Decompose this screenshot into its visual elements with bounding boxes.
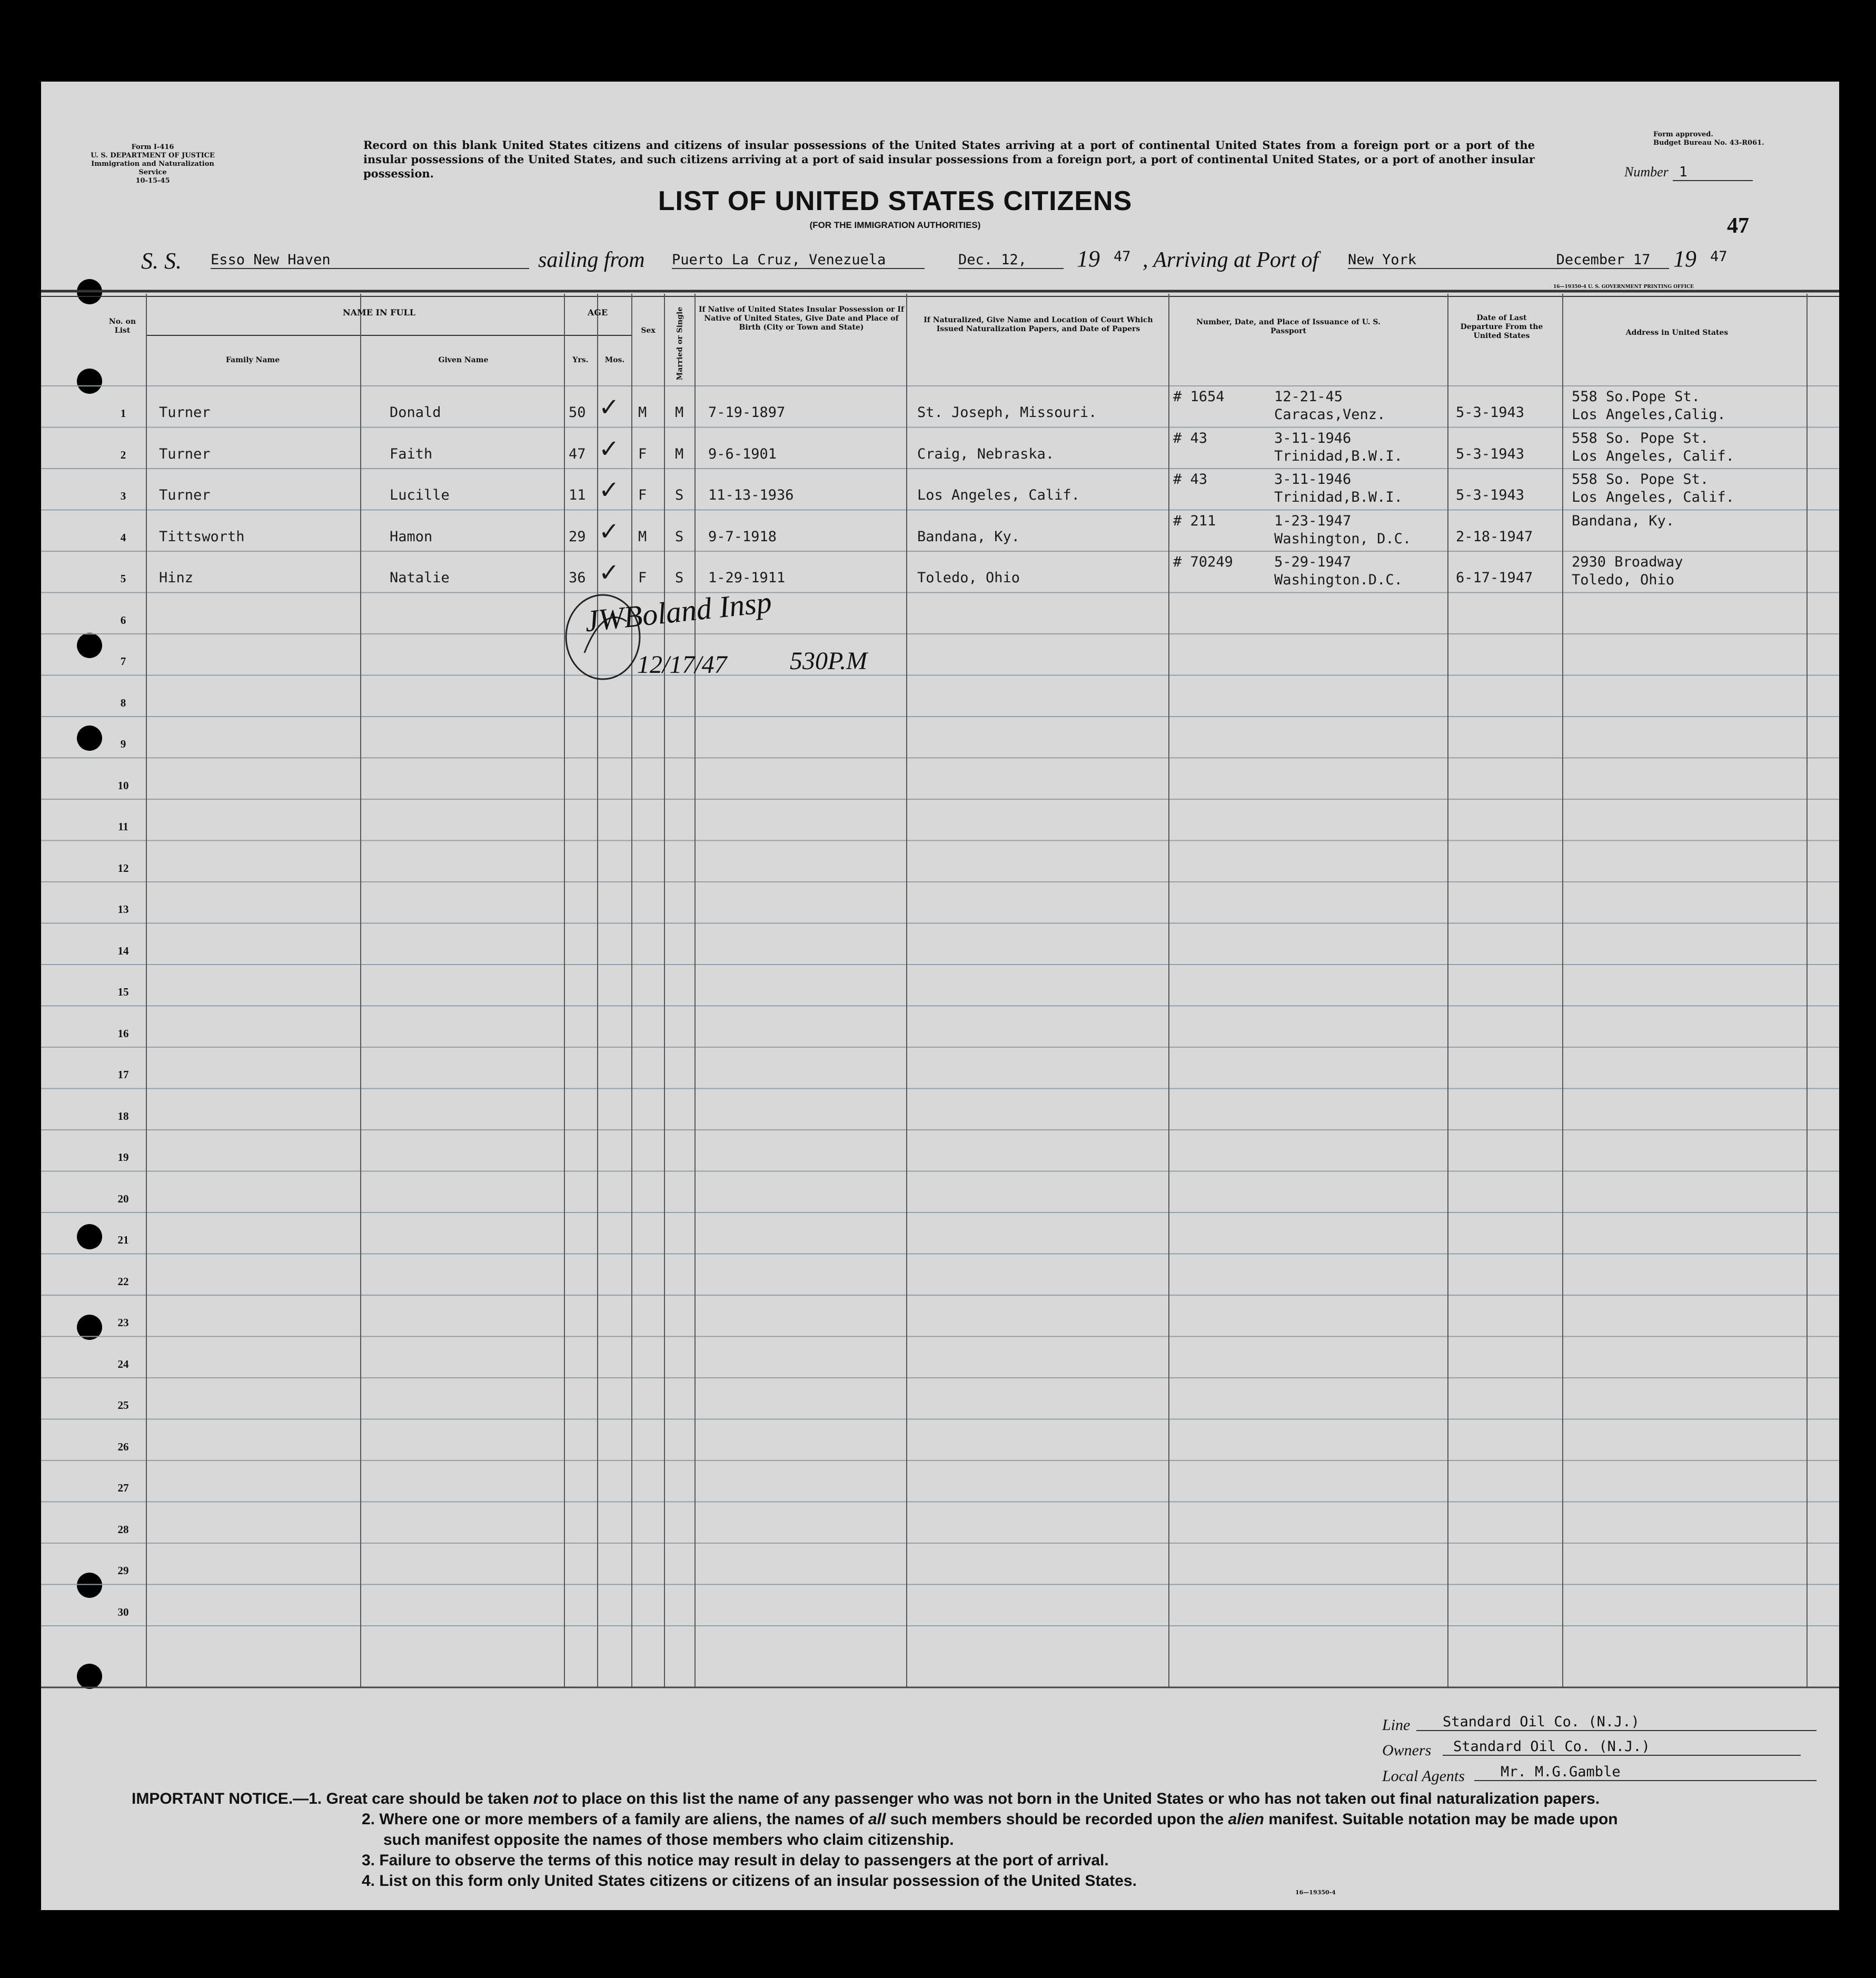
inspection-date: 12/17/47 bbox=[637, 651, 727, 679]
col-passport: Number, Date, and Place of Issuance of U. S. Passport bbox=[1196, 318, 1381, 335]
notice-1 bbox=[309, 1790, 1600, 1807]
col-no-on-list: No. on List bbox=[108, 317, 136, 335]
row-number: 9 bbox=[120, 738, 126, 750]
sex: F bbox=[638, 445, 647, 462]
marital-status: M bbox=[675, 404, 684, 421]
line-label: Line bbox=[1382, 1716, 1411, 1734]
row-number: 7 bbox=[120, 655, 126, 668]
passport-number: # 43 bbox=[1173, 471, 1208, 488]
family-name: Turner bbox=[159, 445, 211, 462]
row-number: 18 bbox=[117, 1109, 129, 1122]
row-number: 20 bbox=[117, 1192, 129, 1205]
address-line-2: Los Angeles, Calif. bbox=[1572, 448, 1734, 464]
address-line-1: 558 So. Pope St. bbox=[1572, 471, 1709, 488]
row-number: 14 bbox=[117, 944, 129, 957]
row-number: 3 bbox=[120, 490, 126, 502]
row-number: 6 bbox=[120, 613, 126, 627]
departure-date: 2-18-1947 bbox=[1456, 528, 1533, 545]
row-number: 8 bbox=[120, 696, 126, 709]
marital-status: M bbox=[675, 445, 684, 462]
col-married-single: Married or Single bbox=[676, 306, 684, 381]
agents-label: Local Agents bbox=[1382, 1767, 1465, 1785]
marital-status: S bbox=[675, 570, 684, 586]
passport-place: Washington.D.C. bbox=[1274, 572, 1403, 588]
age-years: 11 bbox=[569, 487, 586, 503]
important-notice bbox=[132, 1788, 1790, 1891]
address-line-2: Toledo, Ohio bbox=[1572, 572, 1675, 588]
row-number: 26 bbox=[117, 1440, 129, 1453]
passport-place: Trinidad,B.W.I. bbox=[1274, 489, 1403, 505]
row-number: 1 bbox=[120, 407, 126, 420]
arrival-date: December 17 bbox=[1537, 252, 1669, 269]
family-name: Hinz bbox=[159, 570, 194, 586]
notice-2-cont: such manifest opposite the names of those members who claim citizenship. bbox=[383, 1831, 954, 1848]
marital-status: S bbox=[675, 528, 684, 545]
row-number: 12 bbox=[117, 861, 129, 874]
notice-emphasis: alien bbox=[1228, 1811, 1264, 1828]
owners-label: Owners bbox=[1382, 1742, 1432, 1759]
notice-4: 4. List on this form only United States citizens or citizens of an insular possession of the United States. bbox=[362, 1872, 1137, 1890]
age-months-check: ✓ bbox=[600, 390, 618, 423]
notice-heading: IMPORTANT NOTICE.— bbox=[132, 1790, 309, 1807]
notice-2 bbox=[132, 1809, 1790, 1830]
col-departure: Date of Last Departure From the United States bbox=[1460, 314, 1543, 340]
col-yrs: Yrs. bbox=[572, 356, 589, 364]
departure-date: 6-17-1947 bbox=[1456, 570, 1533, 586]
form-number: Form I-416 bbox=[131, 143, 174, 151]
birth-place: St. Joseph, Missouri. bbox=[917, 404, 1097, 421]
sailing-date: Dec. 12, bbox=[958, 252, 1064, 269]
age-years: 36 bbox=[569, 570, 586, 586]
row-number: 29 bbox=[117, 1564, 129, 1577]
notice-text: 1. Great care should be taken bbox=[309, 1790, 533, 1807]
row-number: 27 bbox=[117, 1482, 129, 1494]
notice-text: to place on this list the name of any passenger who was not born in the United States or who has not taken out final naturalization papers. bbox=[558, 1790, 1600, 1807]
sailing-label: sailing from bbox=[538, 248, 645, 272]
arrival-port: New York bbox=[1348, 252, 1653, 269]
row-number: 21 bbox=[117, 1234, 129, 1246]
passport-place: Washington, D.C. bbox=[1274, 530, 1412, 547]
departure-date: 5-3-1943 bbox=[1456, 404, 1525, 421]
row-number: 13 bbox=[117, 903, 129, 916]
age-years: 29 bbox=[569, 528, 586, 545]
row-number: 5 bbox=[120, 572, 126, 585]
inspector-signature: JWBoland Insp bbox=[583, 584, 773, 639]
service-name: Immigration and Naturalization Service bbox=[91, 160, 214, 176]
number-label: Number bbox=[1624, 164, 1669, 180]
birth-date: 11-13-1936 bbox=[708, 487, 794, 503]
marital-status: S bbox=[675, 487, 684, 503]
passport-place: Trinidad,B.W.I. bbox=[1274, 448, 1403, 464]
col-sex: Sex bbox=[641, 326, 656, 335]
number-value: 1 bbox=[1673, 164, 1753, 181]
col-naturalized: If Naturalized, Give Name and Location of Court Which Issued Naturalization Papers, and Date of Papers bbox=[924, 316, 1153, 333]
birth-date: 9-6-1901 bbox=[708, 445, 777, 462]
age-months-check: ✓ bbox=[600, 555, 618, 588]
address-line-2: Los Angeles,Calig. bbox=[1572, 406, 1726, 423]
departure-date: 5-3-1943 bbox=[1456, 445, 1525, 462]
passport-date: 1-23-1947 bbox=[1274, 512, 1352, 529]
departure-date: 5-3-1943 bbox=[1456, 487, 1525, 503]
notice-text: 2. Where one or more members of a family are aliens, the names of bbox=[362, 1811, 868, 1828]
col-family-name: Family Name bbox=[225, 356, 280, 364]
address-line-1: Bandana, Ky. bbox=[1572, 512, 1675, 529]
given-name: Natalie bbox=[390, 570, 450, 586]
age-months-check: ✓ bbox=[600, 431, 618, 464]
notice-emphasis: all bbox=[868, 1811, 886, 1828]
notice-emphasis: not bbox=[533, 1790, 558, 1807]
row-number: 11 bbox=[118, 820, 128, 833]
birth-date: 9-7-1918 bbox=[708, 528, 777, 545]
age-years: 47 bbox=[569, 445, 586, 462]
col-address: Address in United States bbox=[1625, 329, 1729, 337]
sailing-year-prefix: 19 bbox=[1077, 246, 1100, 272]
birth-date: 1-29-1911 bbox=[708, 570, 786, 586]
family-name: Turner bbox=[159, 487, 211, 503]
sex: F bbox=[638, 570, 647, 586]
given-name: Lucille bbox=[390, 487, 450, 503]
row-number: 22 bbox=[117, 1275, 129, 1288]
print-code: 16—19350-4 U. S. GOVERNMENT PRINTING OFFICE bbox=[1553, 284, 1694, 290]
given-name: Donald bbox=[390, 404, 441, 421]
col-given-name: Given Name bbox=[438, 356, 489, 364]
birth-date: 7-19-1897 bbox=[708, 404, 786, 421]
passport-date: 12-21-45 bbox=[1274, 389, 1343, 405]
address-line-2: Los Angeles, Calif. bbox=[1572, 489, 1734, 505]
ship-name: Esso New Haven bbox=[211, 252, 529, 269]
birth-place: Los Angeles, Calif. bbox=[917, 487, 1080, 503]
given-name: Hamon bbox=[390, 528, 433, 545]
page-mark: 47 bbox=[1727, 214, 1749, 238]
address-line-1: 558 So.Pope St. bbox=[1572, 389, 1700, 405]
row-number: 4 bbox=[120, 531, 126, 544]
arriving-label: , Arriving at Port of bbox=[1143, 248, 1319, 272]
row-number: 23 bbox=[117, 1316, 129, 1329]
row-number: 17 bbox=[117, 1068, 129, 1081]
sex: F bbox=[638, 487, 647, 503]
page-title: LIST OF UNITED STATES CITIZENS bbox=[658, 186, 1133, 216]
row-number: 19 bbox=[117, 1151, 129, 1164]
sailing-year: 47 bbox=[1114, 249, 1131, 265]
row-number: 24 bbox=[117, 1357, 129, 1370]
row-number: 30 bbox=[117, 1605, 129, 1618]
line-value: Standard Oil Co. (N.J.) bbox=[1416, 1714, 1817, 1731]
approval-line: Budget Bureau No. 43-R061. bbox=[1653, 139, 1764, 147]
row-number: 28 bbox=[117, 1523, 129, 1536]
passport-number: # 211 bbox=[1173, 512, 1216, 529]
address-line-1: 558 So. Pope St. bbox=[1572, 430, 1709, 446]
birth-place: Bandana, Ky. bbox=[917, 528, 1020, 545]
birth-place: Craig, Nebraska. bbox=[917, 445, 1055, 462]
notice-text: manifest. Suitable notation may be made upon bbox=[1264, 1811, 1618, 1828]
address-line-1: 2930 Broadway bbox=[1572, 554, 1683, 570]
birth-place: Toledo, Ohio bbox=[917, 570, 1020, 586]
bottom-code: 16—19350-4 bbox=[1295, 1889, 1336, 1896]
col-age: AGE bbox=[587, 307, 608, 317]
instructions-text: Record on this blank United States citizens and citizens of insular possessions of the United States arriving at a port of continental United States from a foreign port or a port of the insular possessions of the United States, and such citizens arriving at a port of said insular possessions from a foreign port, a port of continental United States, or a port of another insular possession. bbox=[363, 138, 1535, 180]
age-years: 50 bbox=[569, 404, 586, 421]
row-number: 10 bbox=[117, 779, 129, 792]
department-name: U. S. DEPARTMENT OF JUSTICE bbox=[91, 152, 215, 160]
arrival-year: 47 bbox=[1710, 249, 1728, 265]
passport-date: 3-11-1946 bbox=[1274, 471, 1352, 488]
notice-3: 3. Failure to observe the terms of this notice may result in delay to passengers at the port of arrival. bbox=[362, 1852, 1109, 1869]
given-name: Faith bbox=[390, 445, 433, 462]
passport-date: 3-11-1946 bbox=[1274, 430, 1352, 446]
row-number: 2 bbox=[120, 448, 126, 461]
passport-number: # 1654 bbox=[1173, 389, 1225, 405]
age-months-check: ✓ bbox=[600, 513, 618, 547]
approval-line: Form approved. bbox=[1653, 131, 1713, 138]
family-name: Tittsworth bbox=[159, 528, 245, 545]
passport-date: 5-29-1947 bbox=[1274, 554, 1352, 570]
col-mos: Mos. bbox=[604, 356, 625, 364]
family-name: Turner bbox=[159, 404, 211, 421]
arrival-year-prefix: 19 bbox=[1673, 246, 1696, 272]
col-native: If Native of United States Insular Possession or If Native of United States, Give Date and Place of Birth (City or Town and State) bbox=[699, 305, 904, 332]
agents-value: Mr. M.G.Gamble bbox=[1474, 1764, 1817, 1781]
passport-number: # 43 bbox=[1173, 430, 1208, 446]
row-number: 25 bbox=[117, 1399, 129, 1412]
ss-label: S. S. bbox=[141, 248, 182, 274]
row-number: 16 bbox=[117, 1027, 129, 1040]
form-date: 10-15-45 bbox=[135, 177, 170, 185]
departure-port: Puerto La Cruz, Venezuela bbox=[672, 252, 925, 269]
sex: M bbox=[638, 528, 647, 545]
sex: M bbox=[638, 404, 647, 421]
passport-place: Caracas,Venz. bbox=[1274, 406, 1386, 423]
owners-value: Standard Oil Co. (N.J.) bbox=[1443, 1738, 1801, 1756]
notice-text: such members should be recorded upon the bbox=[886, 1811, 1228, 1828]
col-name-in-full: NAME IN FULL bbox=[342, 307, 415, 317]
page-subtitle: (FOR THE IMMIGRATION AUTHORITIES) bbox=[809, 220, 981, 230]
inspection-time: 530P.M bbox=[790, 647, 868, 675]
age-months-check: ✓ bbox=[600, 472, 618, 505]
passport-number: # 70249 bbox=[1173, 554, 1233, 570]
row-number: 15 bbox=[117, 986, 129, 998]
